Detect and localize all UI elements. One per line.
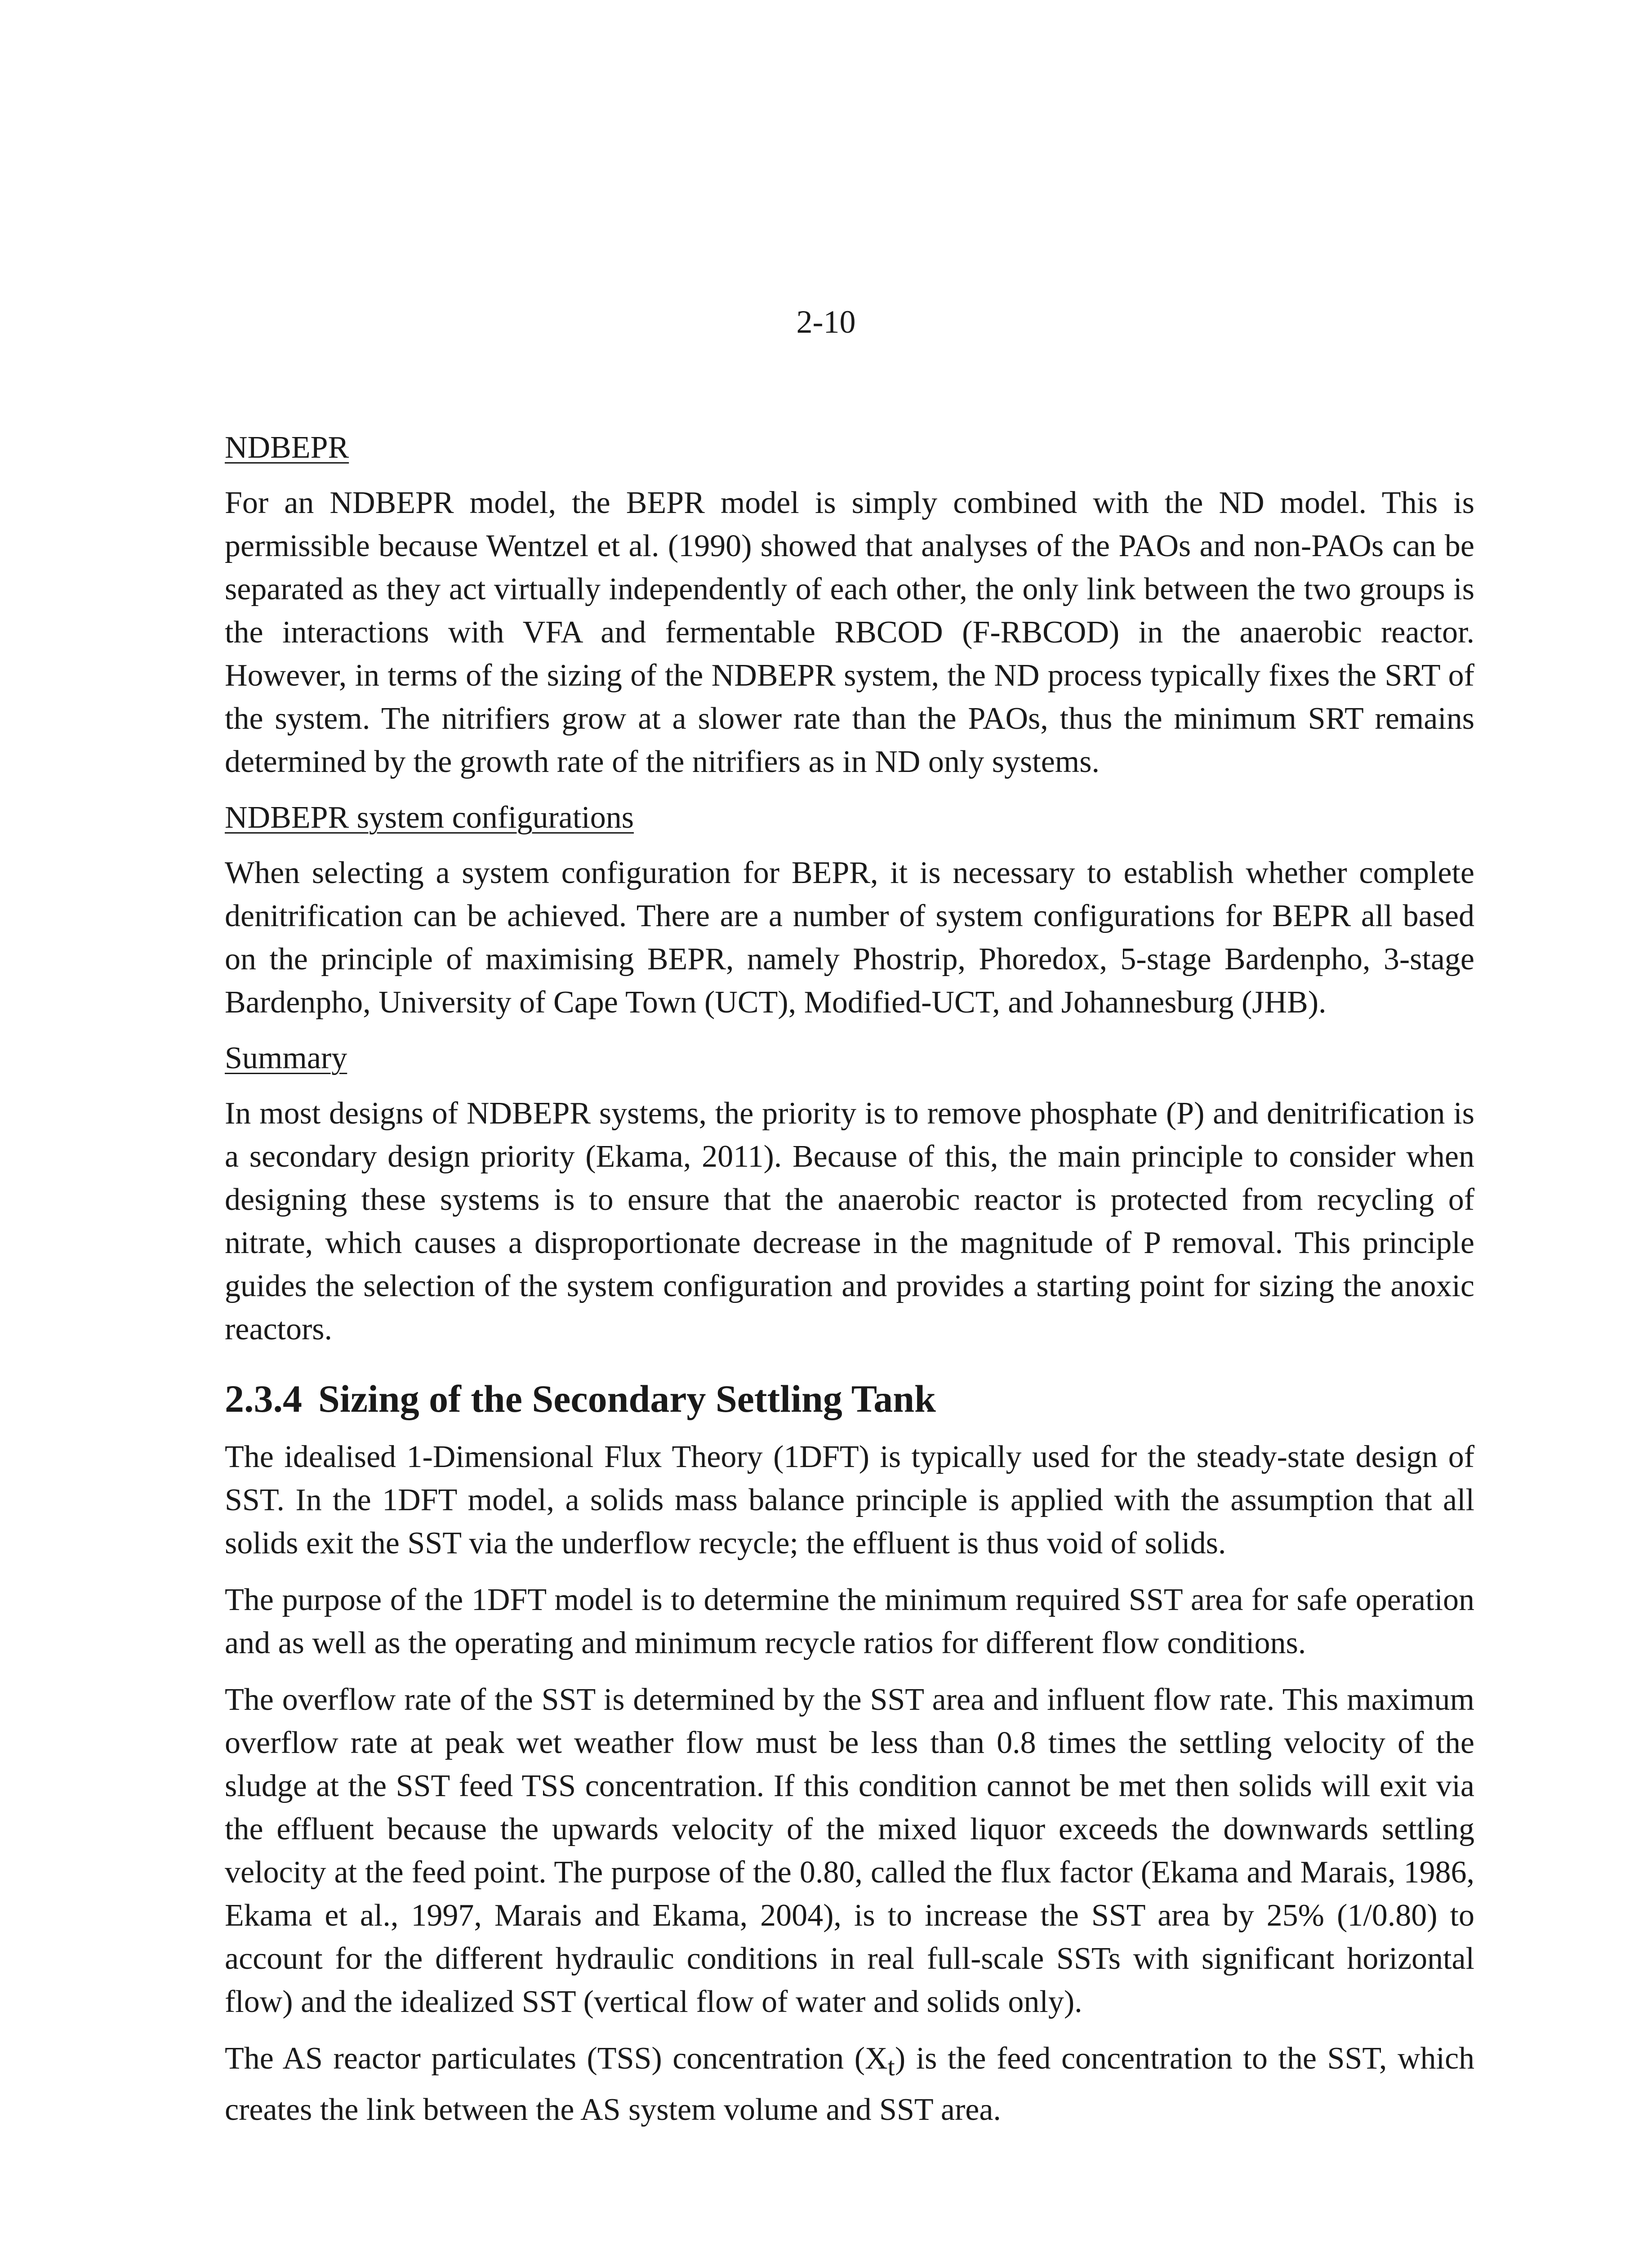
- as-reactor-text-after: ) is the feed concentration to the SST, which creates the link between the AS system volume and SST area.: [225, 2041, 1475, 2128]
- paragraph-1dft-intro: The idealised 1-Dimensional Flux Theory (1DFT) is typically used for the steady-state design of SST. In the 1DFT model, a solids mass balance principle is applied with the assumption that all solids exit the SST via the underflow recycle; the effluent is thus void of solids.: [225, 1440, 1474, 1561]
- section-heading: [225, 1376, 1474, 1422]
- as-reactor-text-before: The AS reactor particulates (TSS) concentration (X: [225, 2041, 888, 2076]
- paragraph-system-configurations: When selecting a system configuration for BEPR, it is necessary to establish whether complete denitrification can be achieved. There are a number of system configurations for BEPR all based on the principle of maximising BEPR, namely Phostrip, Phoredox, 5-stage Bardenpho, 3-stage Bardenpho, University of Cape Town (UCT), Modified-UCT, and Johannesburg (JHB).: [225, 856, 1474, 1020]
- page-number: 2-10: [796, 304, 856, 340]
- paragraph-as-reactor: [225, 2037, 1474, 2132]
- as-reactor-subscript: t: [887, 2052, 895, 2082]
- paragraph-ndbepr-model: For an NDBEPR model, the BEPR model is simply combined with the ND model. This is permissible because Wentzel et al. (1990) showed that analyses of the PAOs and non-PAOs can be separated as they act virtually independently of each other, the only link between the two groups is the interactions with VFA and fermentable RBCOD (F-RBCOD) in the anaerobic reactor. However, in terms of the sizing of the NDBEPR system, the ND process typically fixes the SRT of the system. The nitrifiers grow at a slower rate than the PAOs, thus the minimum SRT remains determined by the growth rate of the nitrifiers as in ND only systems.: [225, 486, 1474, 779]
- subheading-ndbepr: NDBEPR: [225, 430, 349, 465]
- page-content: [225, 427, 1474, 2145]
- paragraph-1dft-purpose: The purpose of the 1DFT model is to determine the minimum required SST area for safe operation and as well as the operating and minimum recycle ratios for different flow conditions.: [225, 1583, 1474, 1661]
- paragraph-summary: In most designs of NDBEPR systems, the priority is to remove phosphate (P) and denitrification is a secondary design priority (Ekama, 2011). Because of this, the main principle to consider when designing these systems is to ensure that the anaerobic reactor is protected from recycling of nitrate, which causes a disproportionate decrease in the magnitude of P removal. This principle guides the selection of the system configuration and provides a starting point for sizing the anoxic reactors.: [225, 1096, 1474, 1347]
- subheading-summary: Summary: [225, 1041, 347, 1075]
- subheading-system-configurations: NDBEPR system configurations: [225, 800, 634, 835]
- paragraph-overflow-rate: The overflow rate of the SST is determined by the SST area and influent flow rate. This maximum overflow rate at peak wet weather flow must be less than 0.8 times the settling velocity of the sludge at the SST feed TSS concentration. If this condition cannot be met then solids will exit via the effluent because the upwards velocity of the mixed liquor exceeds the downwards settling velocity at the feed point. The purpose of the 0.80, called the flux factor (Ekama and Marais, 1986, Ekama et al., 1997, Marais and Ekama, 2004), is to increase the SST area by 25% (1/0.80) to account for the different hydraulic conditions in real full-scale SSTs with significant horizontal flow) and the idealized SST (vertical flow of water and solids only).: [225, 1682, 1474, 2020]
- section-title: Sizing of the Secondary Settling Tank: [318, 1377, 936, 1420]
- section-number: 2.3.4: [225, 1377, 302, 1420]
